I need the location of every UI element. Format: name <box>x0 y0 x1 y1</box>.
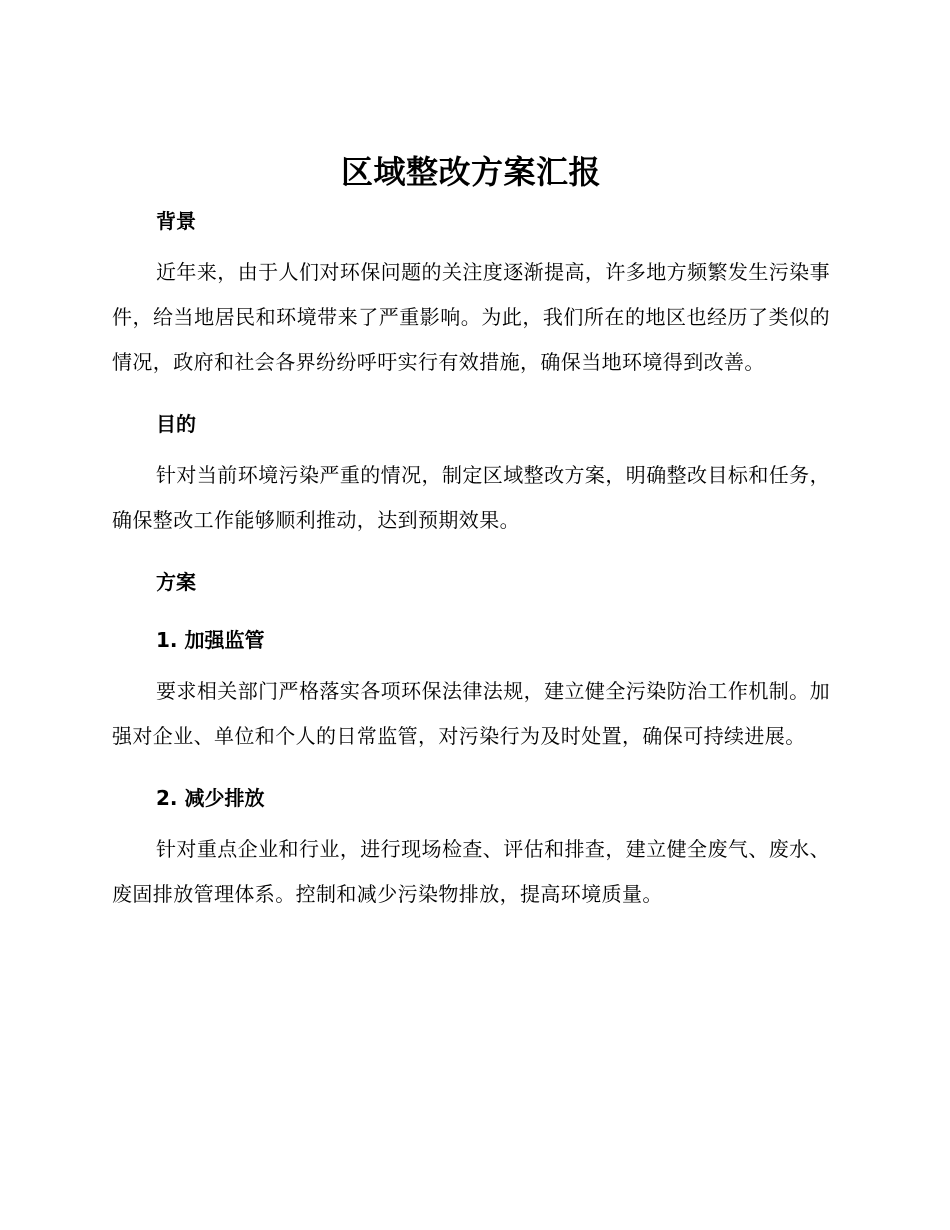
section-heading-supervision: 1. 加强监管 <box>156 628 265 652</box>
section-heading-plan: 方案 <box>156 570 196 594</box>
document-title: 区域整改方案汇报 <box>340 153 601 191</box>
paragraph-background: 近年来，由于人们对环保问题的关注度逐渐提高，许多地方频繁发生污染事件，给当地居民和环境带来了严重影响。为此，我们所在的地区也经历了类似的情况，政府和社会各界纷纷呼吁实行有效措施，确保当地环境得到改善。 <box>112 260 830 374</box>
section-heading-background: 背景 <box>156 209 196 233</box>
paragraph-emissions: 针对重点企业和行业，进行现场检查、评估和排查，建立健全废气、废水、废固排放管理体系。控制和减少污染物排放，提高环境质量。 <box>112 837 830 906</box>
document-content <box>112 150 830 917</box>
section-heading-emissions: 2. 减少排放 <box>156 786 265 810</box>
paragraph-purpose: 针对当前环境污染严重的情况，制定区域整改方案，明确整改目标和任务，确保整改工作能够顺利推动，达到预期效果。 <box>112 463 830 532</box>
paragraph-supervision: 要求相关部门严格落实各项环保法律法规，建立健全污染防治工作机制。加强对企业、单位和个人的日常监管，对污染行为及时处置，确保可持续进展。 <box>112 679 830 748</box>
section-heading-purpose: 目的 <box>156 412 196 436</box>
